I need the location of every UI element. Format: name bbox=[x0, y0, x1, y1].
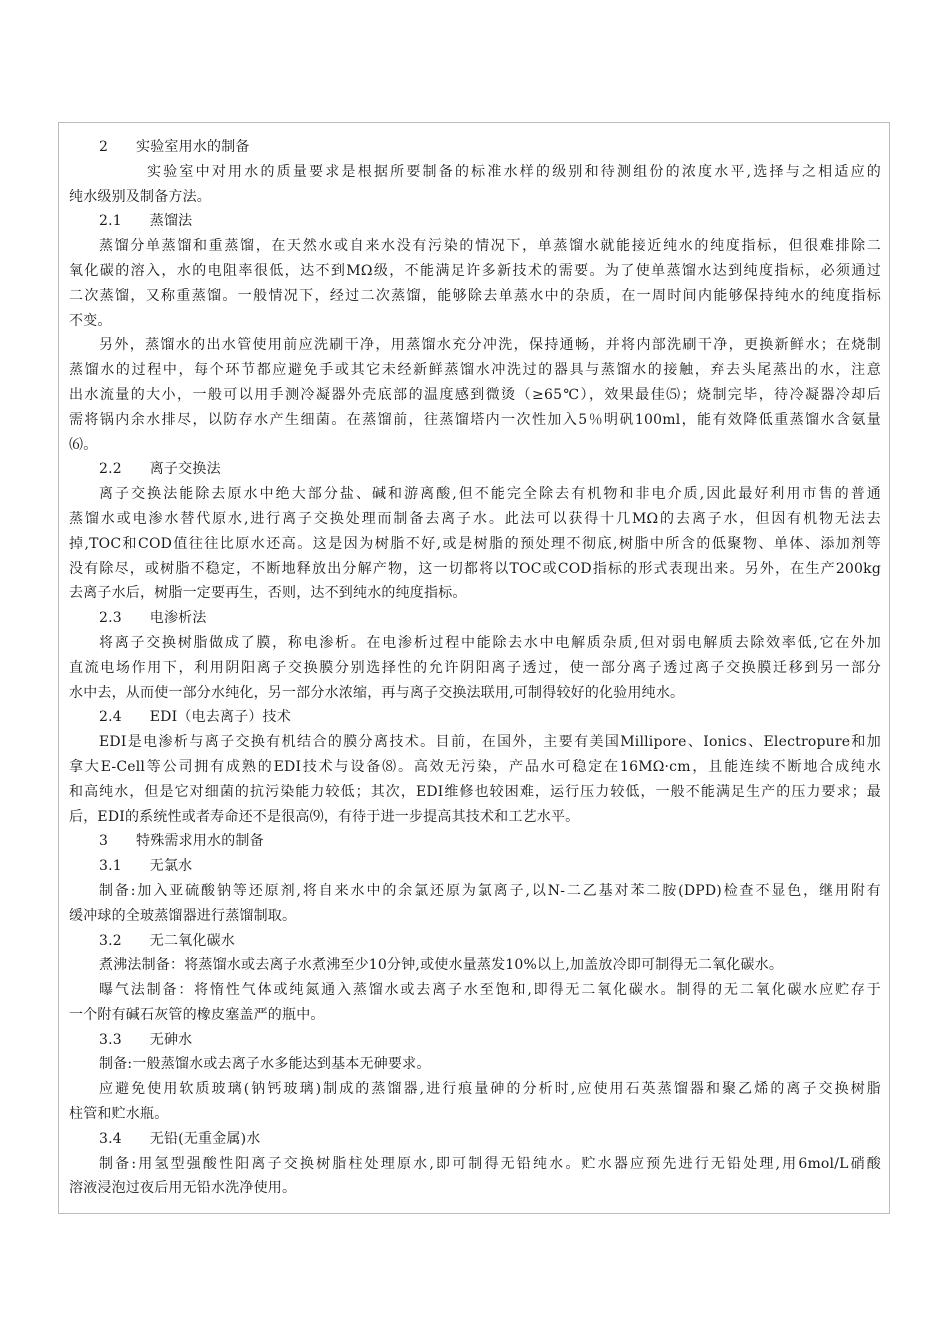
text-line: 制备:加入亚硫酸钠等还原剂,将自来水中的余氯还原为氯离子,以N-二乙基对苯二胺(DPD)检查不显色，继用附有 bbox=[99, 882, 881, 899]
text-line: 3.1 无氯水 bbox=[99, 858, 193, 875]
text-line: 没有除尽，或树脂不稳定，不断地释放出分解产物，这一切都将以TOC或COD指标的形式表现出来。另外，在生产200kg bbox=[69, 560, 881, 577]
text-line: 2 实验室用水的制备 bbox=[99, 139, 250, 155]
text-line: 实验室中对用水的质量要求是根据所要制备的标准水样的级别和待测组份的浓度水平,选择与之相适应的 bbox=[147, 163, 881, 180]
text-line: 掉,TOC和COD值往往比原水还高。这是因为树脂不好,或是树脂的预处理不彻底,树脂中所含的低聚物、单体、添加剂等 bbox=[69, 535, 881, 552]
document-frame bbox=[58, 122, 890, 1214]
text-line: 蒸馏分单蒸馏和重蒸馏，在天然水或自来水没有污染的情况下，单蒸馏水就能接近纯水的纯度指标，但很难排除二 bbox=[99, 238, 881, 255]
text-line: 和高纯水，但是它对细菌的抗污染能力较低；其次，EDI维修也较困难，运行压力较低，一般不能满足生产的压力要求；最 bbox=[69, 783, 881, 800]
text-line: 后，EDI的系统性或者寿命还不是很高⑼，有待于进一步提高其技术和工艺水平。 bbox=[69, 808, 580, 825]
text-line: 一个附有碱石灰管的橡皮塞盖严的瓶中。 bbox=[69, 1006, 325, 1023]
text-line: 蒸馏水的过程中，每个环节都应避免手或其它未经新鲜蒸馏水冲洗过的器具与蒸馏水的接触，弃去头尾蒸出的水，注意 bbox=[69, 362, 881, 379]
text-line: 煮沸法制备：将蒸馏水或去离子水煮沸至少10分钟,或使水量蒸发10%以上,加盖放冷即可制得无二氧化碳水。 bbox=[99, 957, 784, 974]
text-line: 应避免使用软质玻璃(钠钙玻璃)制成的蒸馏器,进行痕量砷的分析时,应使用石英蒸馏器和聚乙烯的离子交换树脂 bbox=[99, 1081, 881, 1098]
text-line: 纯水级别及制备方法。 bbox=[69, 188, 211, 205]
text-line: 3 特殊需求用水的制备 bbox=[99, 833, 264, 850]
text-line: 制备:用氢型强酸性阳离子交换树脂柱处理原水,即可制得无铅纯水。贮水器应预先进行无铅处理,用6mol/L硝酸 bbox=[99, 1155, 881, 1172]
text-line: 氧化碳的溶入，水的电阻率很低，达不到MΩ级，不能满足许多新技术的需要。为了使单蒸馏水达到纯度指标，必须通过 bbox=[69, 262, 881, 279]
text-line: 不变。 bbox=[69, 312, 112, 329]
text-line: 2.4 EDI（电去离子）技术 bbox=[99, 709, 291, 726]
text-line: 2.3 电渗析法 bbox=[99, 610, 207, 627]
text-line: 3.3 无砷水 bbox=[99, 1031, 193, 1048]
text-line: 出水流量的大小，一般可以用手测冷凝器外壳底部的温度感到微烫（≥65℃），效果最佳⑸；烧制完毕，待冷凝器冷却后 bbox=[69, 386, 881, 403]
text-line: ⑹。 bbox=[69, 436, 98, 453]
text-line: 直流电场作用下，利用阴阳离子交换膜分别选择性的允许阴阳离子透过，使一部分离子透过离子交换膜迁移到另一部分 bbox=[69, 659, 881, 676]
text-line: 3.4 无铅(无重金属)水 bbox=[99, 1130, 261, 1147]
text-line: 将离子交换树脂做成了膜，称电渗析。在电渗析过程中能除去水中电解质杂质,但对弱电解质去除效率低,它在外加 bbox=[99, 634, 881, 651]
text-line: 水中去，从而使一部分水纯化，另一部分水浓缩，再与离子交换法联用,可制得较好的化验用纯水。 bbox=[69, 684, 685, 701]
text-line: 制备:一般蒸馏水或去离子水多能达到基本无砷要求。 bbox=[99, 1056, 431, 1073]
text-line: 另外，蒸馏水的出水管使用前应洗刷干净，用蒸馏水充分冲洗，保持通畅，并将内部洗刷干净，更换新鲜水；在烧制 bbox=[99, 337, 881, 354]
text-line: 2.2 离子交换法 bbox=[99, 461, 221, 478]
text-line: 蒸馏水或电渗水替代原水,进行离子交换处理而制备去离子水。此法可以获得十几MΩ的去离子水，但因有机物无法去 bbox=[69, 510, 881, 527]
text-line: 2.1 蒸馏法 bbox=[99, 213, 193, 230]
text-line: 离子交换法能除去原水中绝大部分盐、碱和游离酸,但不能完全除去有机物和非电介质,因此最好利用市售的普通 bbox=[99, 486, 881, 503]
text-line: 柱管和贮水瓶。 bbox=[69, 1106, 169, 1123]
text-line: 溶液浸泡过夜后用无铅水洗净使用。 bbox=[69, 1180, 297, 1197]
text-line: 二次蒸馏，又称重蒸馏。一般情况下，经过二次蒸馏，能够除去单蒸水中的杂质，在一周时间内能够保持纯水的纯度指标 bbox=[69, 287, 881, 304]
text-line: 曝气法制备：将惰性气体或纯氮通入蒸馏水或去离子水至饱和,即得无二氧化碳水。制得的无二氧化碳水应贮存于 bbox=[99, 982, 881, 999]
text-line: 缓冲球的全玻蒸馏器进行蒸馏制取。 bbox=[69, 907, 297, 924]
text-line: 去离子水后，树脂一定要再生，否则，达不到纯水的纯度指标。 bbox=[69, 585, 467, 602]
text-line: 3.2 无二氧化碳水 bbox=[99, 932, 235, 949]
text-line: EDI是电渗析与离子交换有机结合的膜分离技术。目前，在国外，主要有美国Millipore、Ionics、Electropure和加 bbox=[99, 734, 881, 751]
text-line: 需将锅内余水排尽，以防存水产生细菌。在蒸馏前，往蒸馏塔内一次性加入5％明矾100ml，能有效降低重蒸馏水含氨量 bbox=[69, 411, 881, 428]
text-line: 拿大E-Cell等公司拥有成熟的EDI技术与设备⑻。高效无污染，产品水可稳定在16MΩ·cm，且能连续不断地合成纯水 bbox=[69, 758, 881, 775]
